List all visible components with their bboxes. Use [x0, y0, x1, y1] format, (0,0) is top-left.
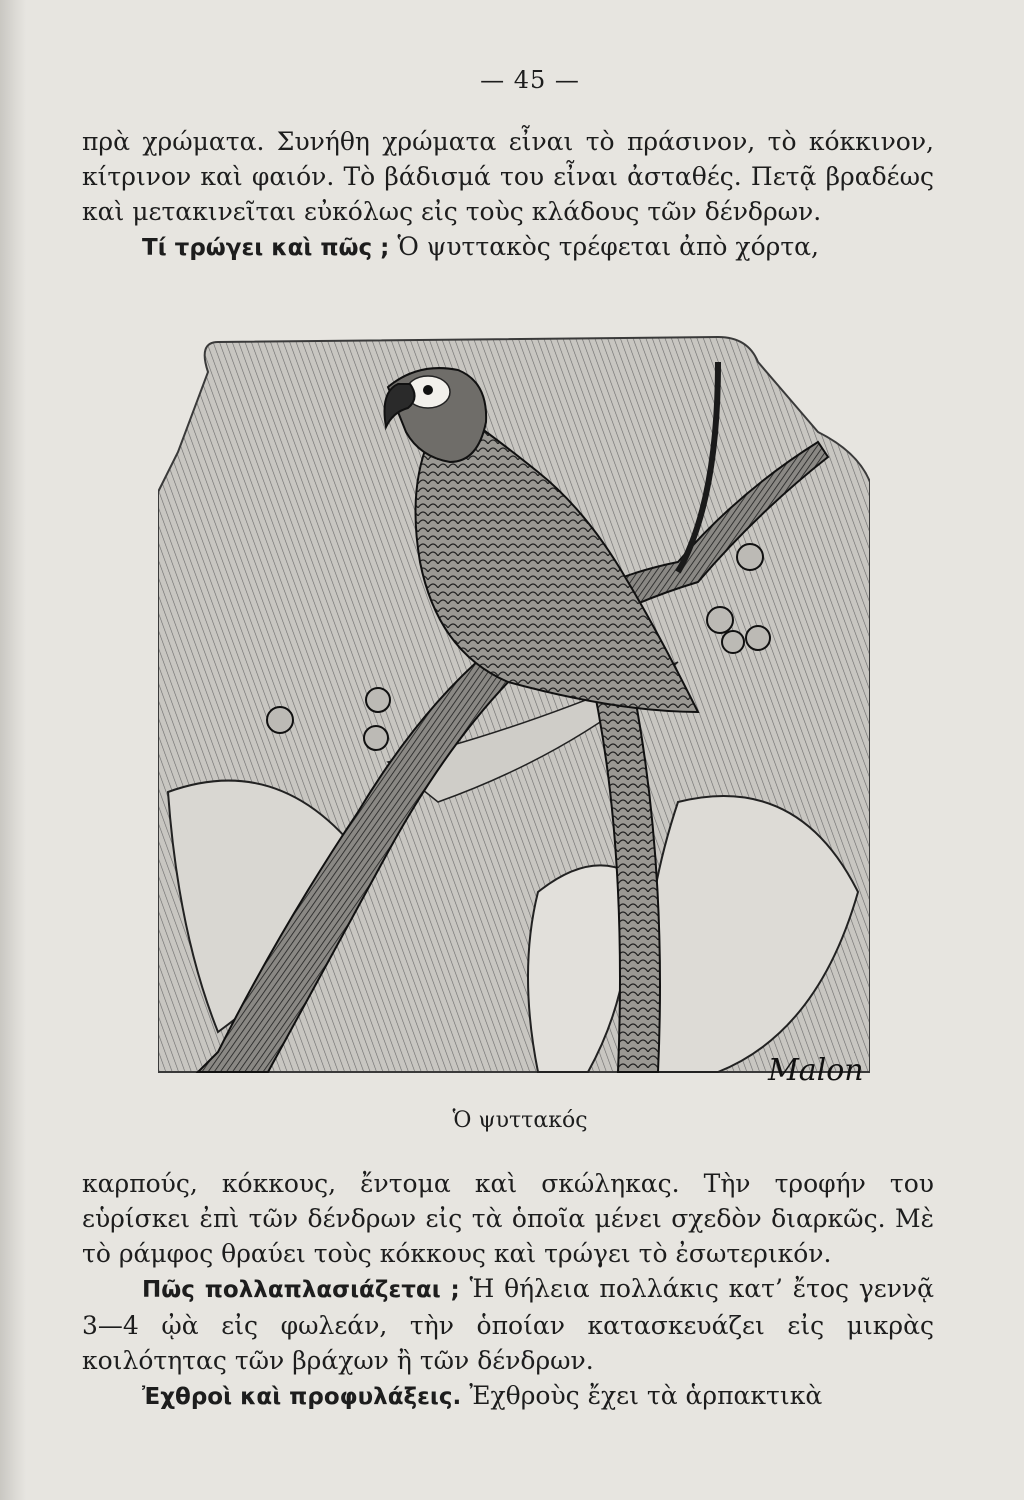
- page-number: — 45 —: [480, 66, 580, 94]
- section-heading-food: Τί τρώγει καὶ πῶς ;: [142, 235, 390, 261]
- paragraph-enemies: [82, 1378, 934, 1415]
- section-heading-enemies: Ἐχθροὶ καὶ προφυλάξεις.: [142, 1384, 462, 1410]
- engraver-signature: Malon: [768, 1053, 864, 1088]
- parrot-engraving: [158, 332, 870, 1092]
- paragraph-text: Ἐχθροὺς ἔχει τὰ ἁρπακτικὰ: [461, 1381, 823, 1410]
- paragraph-reproduction: [82, 1271, 934, 1378]
- parrot-eye: [423, 385, 433, 395]
- book-gutter-shadow: [0, 0, 26, 1500]
- paragraph-text: Ὁ ψυττακὸς τρέφεται ἀπὸ χόρτα,: [389, 232, 819, 261]
- paragraph-continued-food: [82, 1166, 934, 1271]
- section-heading-reproduction: Πῶς πολλαπλασιάζεται ;: [142, 1277, 460, 1303]
- figure-caption: Ὁ ψυττακός: [452, 1108, 588, 1133]
- text-block-bottom: [82, 1166, 934, 1415]
- parrot-illustration: [158, 332, 870, 1092]
- paragraph-continued: [82, 124, 934, 229]
- paragraph-food: [82, 229, 934, 266]
- paragraph-text: Ἡ θήλεια πολλάκις κατ’ ἔτος γεννᾷ 3—4 ᾠὰ εἰς φωλεάν, τὴν ὁποίαν κατασκευάζει εἰς μικρὰς κοιλότητας τῶν βράχων ἢ τῶν δένδρων.: [82, 1274, 934, 1375]
- paragraph-text: πρὰ χρώματα. Συνήθη χρώματα εἶναι τὸ πράσινον, τὸ κόκκινον, κίτρινον καὶ φαιόν. Τὸ βάδισμά του εἶναι ἀσταθές. Πετᾷ βραδέως καὶ μετακινεῖται εὐκόλως εἰς τοὺς κλάδους τῶν δένδρων.: [82, 127, 934, 226]
- paragraph-text: καρπούς, κόκκους, ἔντομα καὶ σκώληκας. Τὴν τροφήν του εὑρίσκει ἐπὶ τῶν δένδρων εἰς τὰ ὁποῖα μένει σχεδὸν διαρκῶς. Μὲ τὸ ράμφος θραύει τοὺς κόκκους καὶ τρώγει τὸ ἐσωτερικόν.: [82, 1169, 934, 1268]
- text-block-top: [82, 124, 934, 266]
